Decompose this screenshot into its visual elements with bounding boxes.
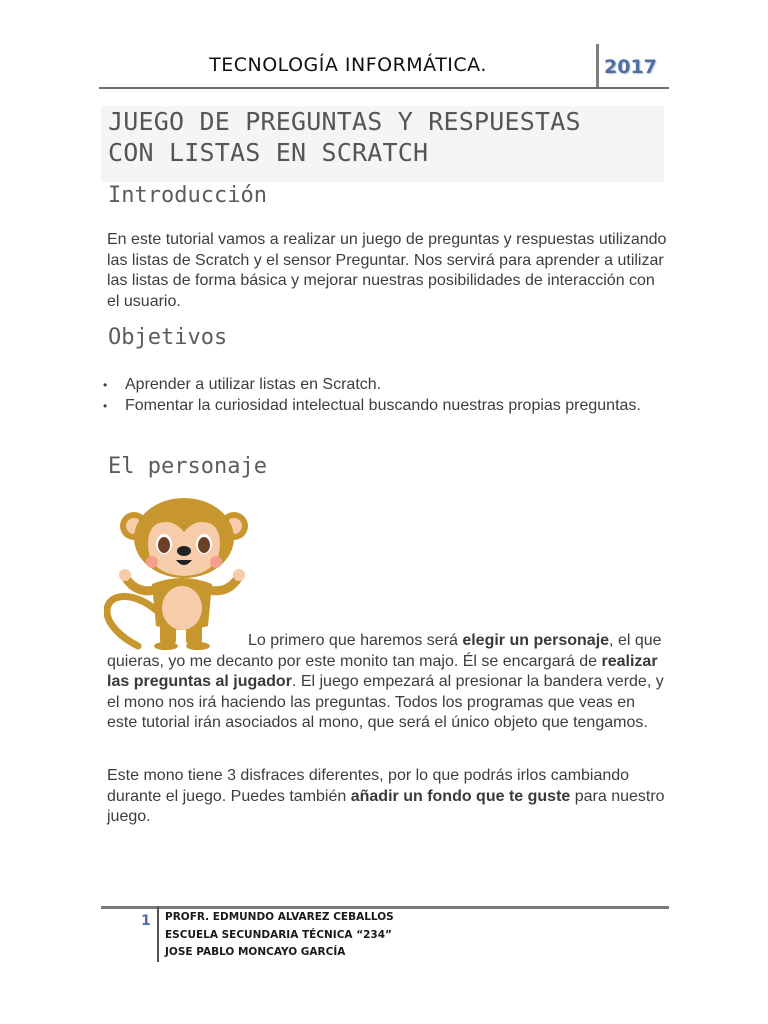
footer-rule xyxy=(101,906,669,909)
footer-school: ESCUELA SECUNDARIA TÉCNICA “234” xyxy=(165,929,392,941)
list-item xyxy=(102,396,662,417)
page-number: 1 xyxy=(141,913,151,929)
character-heading: El personaje xyxy=(108,454,267,479)
footer-author: JOSE PABLO MONCAYO GARCÍA xyxy=(165,946,346,958)
text-run: . El juego empezará al presionar la bandera verde, y el mono nos irá haciendo las preguntas. Todos los programas que veas en este tutorial irán asociados al mono, que será el único objeto que tengamos. xyxy=(107,673,664,731)
document-title-line-1: JUEGO DE PREGUNTAS Y RESPUESTAS xyxy=(108,107,581,136)
text-run: para nuestro juego. xyxy=(107,787,665,825)
bullet-icon: • xyxy=(103,378,108,392)
bold-text: añadir un fondo que te guste xyxy=(350,787,571,805)
list-item xyxy=(102,375,662,396)
character-paragraph-1 xyxy=(107,631,667,734)
objective-text: Aprender a utilizar listas en Scratch. xyxy=(125,376,382,393)
header-divider xyxy=(596,44,599,88)
header-year: 2017 xyxy=(604,56,657,78)
header-rule xyxy=(99,87,669,89)
bullet-icon: • xyxy=(103,398,108,413)
document-title-line-2: CON LISTAS EN SCRATCH xyxy=(108,138,429,167)
header-title: TECNOLOGÍA INFORMÁTICA. xyxy=(209,54,487,76)
text-run: Lo primero que haremos será xyxy=(248,632,463,649)
text-run: , el que quieras, yo me decanto por este monito tan majo. Él se encargará de xyxy=(107,632,662,670)
text-run: Este mono tiene 3 disfraces diferentes, por lo que podrás irlos cambiando durante el juego. Puedes también xyxy=(107,767,630,805)
monkey-illustration xyxy=(104,498,250,650)
bold-text: realizar las preguntas al jugador xyxy=(107,652,658,690)
bold-text: elegir un personaje xyxy=(462,632,610,649)
intro-heading: Introducción xyxy=(108,183,267,208)
intro-paragraph: En este tutorial vamos a realizar un juego de preguntas y respuestas utilizando las listas de Scratch y el sensor Preguntar. Nos servirá para aprender a utilizar las listas de forma básica y mejorar nuestras posibilidades de interacción con el usuario. xyxy=(107,231,667,310)
character-paragraph-2 xyxy=(107,766,667,828)
objectives-heading: Objetivos xyxy=(108,325,228,350)
footer-divider xyxy=(157,906,159,962)
objective-text: Fomentar la curiosidad intelectual buscando nuestras propias preguntas. xyxy=(125,396,641,414)
objectives-list xyxy=(102,375,662,416)
footer-teacher: PROFR. EDMUNDO ALVAREZ CEBALLOS xyxy=(165,911,394,923)
